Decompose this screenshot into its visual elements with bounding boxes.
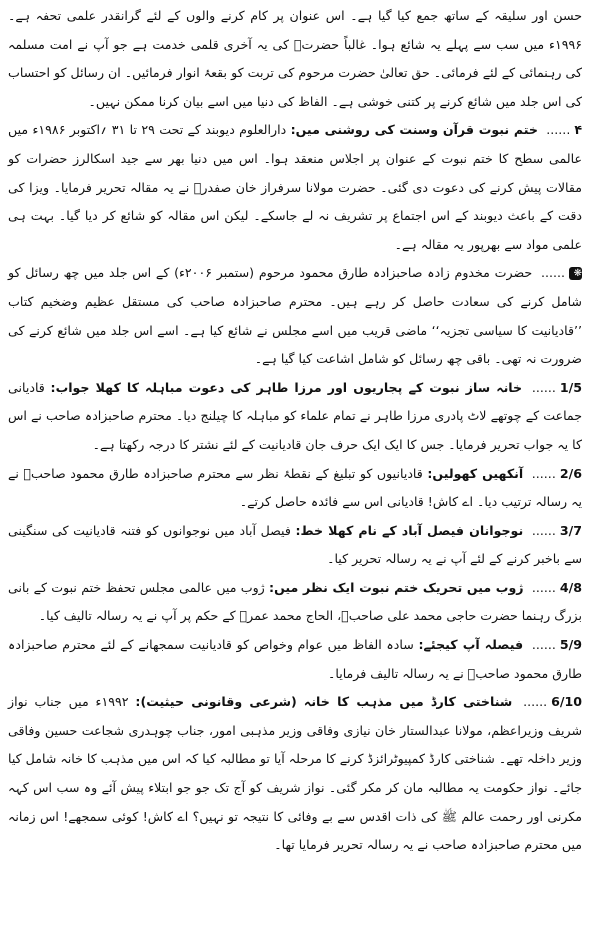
paragraph-text: دارالعلوم دیوبند کے تحت ۲۹ تا ۳۱ ؍اکتوبر ۱۹۸۶ء میں عالمی سطح کا ختم نبوت کے عنوان پر اجلاس منعقد ہوا۔ اس میں دنیا بھر سے جید اسکالرز حضرات کو مقالات پیش کرنے کی دعوت دی گئی۔ حضرت مولانا سرفراز خان صفدرؒ نے یہ مقالہ تحریر فرمایا۔ ویزا کی دقت کے باعث دیوبند کے اس اجتماع پر تشریف نہ لے جاسکے۔ لیکن اس مقالہ کو شائع کر دیا گیا۔ بہت ہی علمی مواد سے بھرپور یہ مقالہ ہے۔ — [8, 122, 582, 252]
leader-dots: ...... — [531, 379, 556, 395]
paragraph-text: ۱۹۹۲ء میں جناب نواز شریف وزیراعظم، مولانا عبدالستار خان نیازی وفاقی وزیر مذہبی امور، جناب چوہدری شجاعت حسین وفاقی وزیر داخلہ تھے۔ شناختی کارڈ کمپیوٹرائزڈ کرنے کا مرحلہ آیا تو مطالبہ کیا کہ اس میں مذہب کا خانہ شامل کیا جائے۔ نواز حکومت یہ مطالبہ مان کر مکر گئی۔ نواز شریف کو آج تک جو جو ابتلاء پیش آئے وہ سب اس کہہ مکرنی اور رحمت عالم ﷺ کی ذات اقدس سے بے وفائی کا نتیجہ تو نہیں؟ اے کاش! کوئی سمجھے! اس زمانہ میں محترم صاحبزادہ صاحب نے یہ رسالہ تحریر فرمایا تھا۔ — [8, 694, 582, 853]
paragraph-text: ژوب میں عالمی مجلس تحفظ ختم نبوت کے بانی بزرگ رہنما حضرت حاجی محمد علی صاحبؒ، الحاج محمد عمرؒ کے حکم پر آپ نے یہ رسالہ تالیف کیا۔ — [8, 579, 582, 624]
paragraph-item-1-5 — [8, 374, 582, 460]
item-heading: آنکھیں کھولیں: — [427, 465, 524, 481]
paragraph-item-6-10 — [8, 688, 582, 860]
leader-dots: ...... — [531, 637, 556, 653]
item-number: ۴ — [574, 122, 583, 138]
item-heading: نوجوانان فیصل آباد کے نام کھلا خط: — [295, 522, 524, 538]
leader-dots: ...... — [531, 465, 556, 481]
paragraph-item-5-9 — [8, 631, 582, 688]
paragraph-item-2-6 — [8, 460, 582, 517]
paragraph-item-4-8 — [8, 574, 582, 631]
item-heading: فیصلہ آپ کیجئے: — [418, 637, 524, 653]
item-number: 3/7 — [559, 522, 582, 538]
paragraph-item-4 — [8, 116, 582, 259]
item-number: 4/8 — [559, 579, 582, 595]
item-number: 6/10 — [551, 694, 583, 710]
leader-dots: ...... — [531, 522, 556, 538]
paragraph-item-3-7 — [8, 517, 582, 574]
paragraph-text: قادیانی جماعت کے چوتھے لاٹ پادری مرزا طاہر نے تمام علماء کو مباہلہ کا چیلنج دیا۔ محترم صاحبزادہ صاحب نے اس کا یہ جواب تحریر فرمایا۔ جس کا ایک ایک حرف جان قادیانیت کے لئے نشتر کا درجہ رکھتا ہے۔ — [8, 379, 582, 452]
leader-dots: ...... — [546, 122, 571, 138]
paragraph-text: حضرت مخدوم زادہ صاحبزادہ طارق محمود مرحوم (ستمبر ۲۰۰۶ء) کے اس جلد میں چھ رسائل کو شامل کرنے کی سعادت حاصل کر رہے ہیں۔ محترم صاحبزادہ صاحب کی مستقل عظیم وضخیم کتاب ’’قادیانیت کا سیاسی تجزیہ‘‘ ماضی قریب میں اسے مجلس نے شائع کیا ہے۔ اسے اس جلد میں شائع کرنے کی ضرورت نہ تھی۔ باقی چھ رسائل کو شامل اشاعت کیا گیا ہے۔ — [8, 265, 582, 367]
item-number: 2/6 — [559, 465, 582, 481]
item-heading: شناختی کارڈ میں مذہب کا خانہ (شرعی وقانونی حیثیت): — [135, 694, 513, 710]
item-number: 1/5 — [559, 379, 582, 395]
leader-dots: ...... — [531, 579, 556, 595]
paragraph-text: حسن اور سلیقہ کے ساتھ جمع کیا گیا ہے۔ اس عنوان پر کام کرنے والوں کے لئے گرانقدر علمی تحفہ ہے۔ ۱۹۹۶ء میں سب سے پہلے یہ شائع ہوا۔ غالباً حضرتؒ کی یہ آخری قلمی خدمت ہے جو آپ نے امت مسلمہ کی رہنمائی کے لئے فرمائی۔ حق تعالیٰ حضرت مرحوم کی تربت کو بقعۂ انوار فرمائیں۔ ان رسائل کو احتساب کی اس جلد میں شائع کرنے پر کتنی خوشی ہے۔ الفاظ کی دنیا میں اسے بیان کرنا ممکن نہیں۔ — [8, 8, 582, 109]
item-heading: خانہ ساز نبوت کے پجاریوں اور مرزا طاہر کی دعوت مباہلہ کا کھلا جواب: — [50, 379, 523, 395]
flower-ornament-icon: ❋ — [569, 267, 582, 280]
item-heading: ژوب میں تحریک ختم نبوت ایک نظر میں: — [269, 579, 524, 595]
item-number: 5/9 — [559, 637, 582, 653]
paragraph-text: قادیانیوں کو تبلیغ کے نقطۂ نظر سے محترم صاحبزادہ طارق محمود صاحبؒ نے یہ رسالہ ترتیب دیا۔ اے کاش! قادیانی اس سے فائدہ حاصل کرتے۔ — [8, 465, 582, 510]
paragraph-intro — [8, 2, 582, 116]
paragraph-text: فیصل آباد میں نوجوانوں کو فتنہ قادیانیت کی سنگینی سے باخبر کرنے کے لئے آپ نے یہ رسالہ تحریر کیا۔ — [8, 522, 582, 567]
paragraph-tariq-mahmood — [8, 259, 582, 373]
leader-dots: ...... — [523, 694, 548, 710]
leader-dots: ...... — [540, 265, 565, 281]
item-heading: ختم نبوت قرآن وسنت کی روشنی میں: — [290, 122, 538, 138]
paragraph-text: سادہ الفاظ میں عوام وخواص کو قادیانیت سمجھانے کے لئے محترم صاحبزادہ طارق محمود صاحبؒ نے یہ رسالہ تالیف فرمایا۔ — [8, 637, 582, 681]
